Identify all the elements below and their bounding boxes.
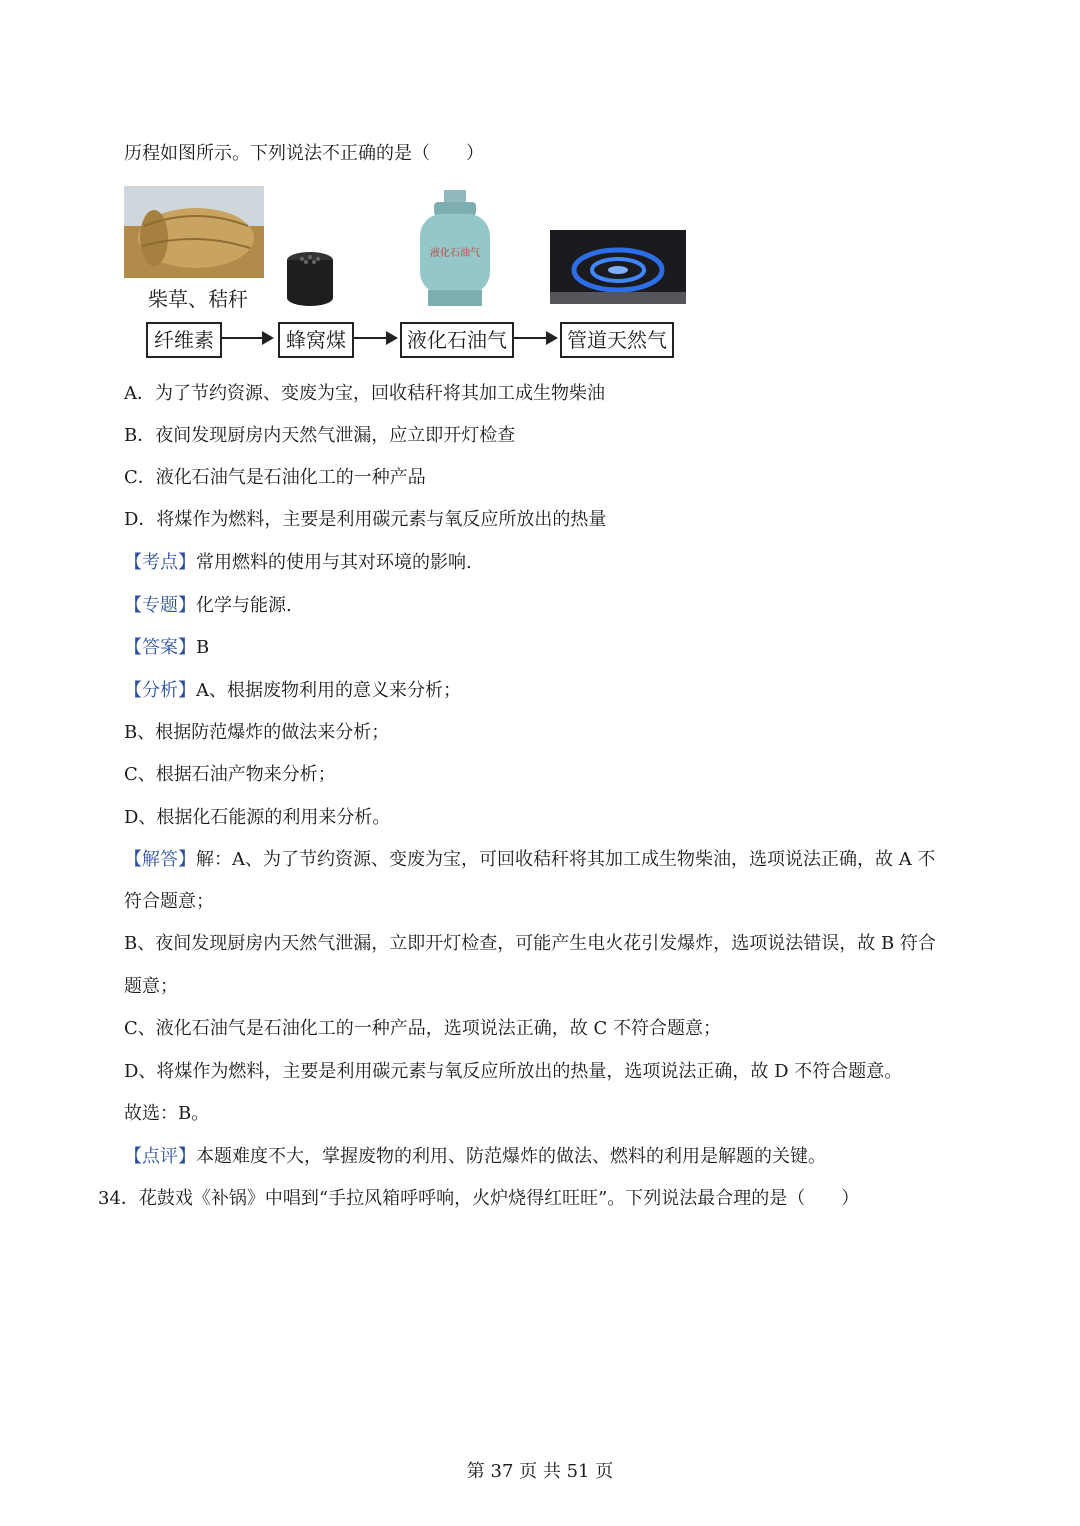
jieda-line-6: D、将煤作为燃料，主要是利用碳元素与氧反应所放出的热量，选项说法正确，故 D 不符合题意。 — [124, 1061, 903, 1082]
question-stem: 历程如图所示。下列说法不正确的是（ ） — [124, 143, 484, 164]
zhuanti-tag: 【专题】 — [124, 595, 196, 616]
kaodian-line — [124, 551, 472, 575]
kaodian-tag: 【考点】 — [124, 552, 196, 573]
figure-caption: 柴草、秸秆 — [148, 287, 248, 311]
fenxi-first: A、根据废物利用的意义来分析； — [196, 680, 461, 701]
fenxi-d: D、根据化石能源的利用来分析。 — [124, 807, 391, 828]
dianping-text: 本题难度不大，掌握废物的利用、防范爆炸的做法、燃料的利用是解题的关键。 — [196, 1146, 826, 1167]
page-footer: 第 37 页 共 51 页 — [466, 1461, 614, 1482]
honeycomb-briquette-image — [284, 250, 336, 306]
fenxi-line — [124, 679, 461, 703]
jieda-text-1: 解：A、为了节约资源、变废为宝，可回收秸秆将其加工成生物柴油，选项说法正确，故 A 不 — [196, 849, 936, 870]
jieda-line-7: 故选：B。 — [124, 1103, 210, 1124]
dianping-line — [124, 1145, 826, 1169]
jieda-line-3: B、夜间发现厨房内天然气泄漏，立即开灯检查，可能产生电火花引发爆炸，选项说法错误，故 B 符合 — [124, 933, 936, 954]
cylinder-label: 液化石油气 — [430, 248, 480, 259]
jieda-line-1 — [124, 848, 935, 872]
next-question: 34．花鼓戏《补锅》中唱到“手拉风箱呼呼响，火炉烧得红旺旺”。下列说法最合理的是（ ） — [98, 1188, 860, 1209]
jieda-line-2: 符合题意； — [124, 891, 214, 912]
straw-bale-image — [124, 186, 264, 278]
dianping-tag: 【点评】 — [124, 1146, 196, 1167]
kaodian-text: 常用燃料的使用与其对环境的影响. — [196, 552, 472, 573]
option-d: D．将煤作为燃料，主要是利用碳元素与氧反应所放出的热量 — [124, 509, 607, 530]
flow-arrow-1 — [222, 337, 272, 339]
daan-tag: 【答案】 — [124, 637, 196, 658]
fenxi-b: B、根据防范爆炸的做法来分析； — [124, 722, 390, 743]
flow-box-lpg: 液化石油气 — [400, 322, 514, 358]
fenxi-c: C、根据石油产物来分析； — [124, 764, 336, 785]
daan-text: B — [196, 637, 210, 658]
flow-box-natural-gas: 管道天然气 — [560, 322, 674, 358]
flow-box-cellulose: 纤维素 — [146, 322, 222, 358]
lpg-cylinder-image — [414, 190, 496, 308]
gas-stove-image — [550, 230, 686, 304]
flow-arrow-2 — [354, 337, 396, 339]
jieda-tag: 【解答】 — [124, 849, 196, 870]
option-c: C．液化石油气是石油化工的一种产品 — [124, 467, 426, 488]
flow-arrow-3 — [514, 337, 556, 339]
zhuanti-line — [124, 594, 292, 618]
option-a: A．为了节约资源、变废为宝，回收秸秆将其加工成生物柴油 — [124, 383, 605, 404]
jieda-line-4: 题意； — [124, 976, 178, 997]
flow-box-briquette: 蜂窝煤 — [278, 322, 354, 358]
fenxi-tag: 【分析】 — [124, 680, 196, 701]
option-b: B．夜间发现厨房内天然气泄漏，应立即开灯检查 — [124, 425, 516, 446]
zhuanti-text: 化学与能源. — [196, 595, 292, 616]
daan-line — [124, 636, 209, 660]
jieda-line-5: C、液化石油气是石油化工的一种产品，选项说法正确，故 C 不符合题意； — [124, 1018, 721, 1039]
